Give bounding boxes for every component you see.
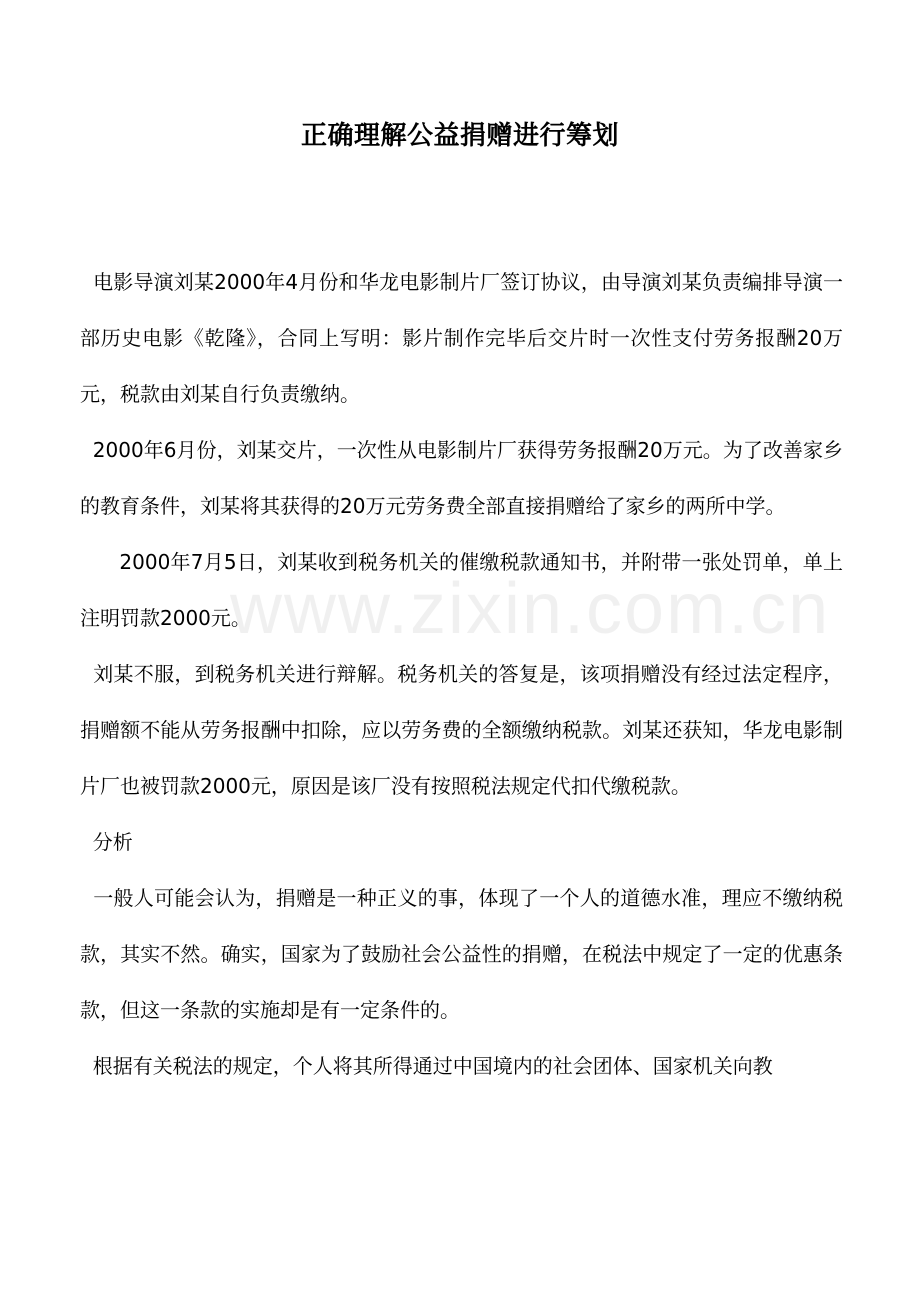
paragraph-analysis: 一般人可能会认为，捐赠是一种正义的事，体现了一个人的道德水准，理应不缴纳税款，其实不然。确实，国家为了鼓励社会公益性的捐赠，在税法中规定了一定的优惠条款，但这一条款的实施却是有一定条件的。	[80, 886, 844, 1022]
paragraph-analysis-heading: 分析	[80, 830, 133, 854]
watermark: www.zixin.com.cn	[230, 569, 831, 649]
paragraph-appeal: 刘某不服，到税务机关进行辩解。税务机关的答复是，该项捐赠没有经过法定程序，捐赠额不能从劳务报酬中扣除，应以劳务费的全额缴纳税款。刘某还获知，华龙电影制片厂也被罚款2000元，原因是该厂没有按照税法规定代扣代缴税款。	[80, 662, 844, 798]
document-body	[80, 254, 843, 1094]
paragraph-tax-rule: 根据有关税法的规定，个人将其所得通过中国境内的社会团体、国家机关向教	[80, 1054, 773, 1078]
paragraph-contract: 电影导演刘某2000年4月份和华龙电影制片厂签订协议，由导演刘某负责编排导演一部历史电影《乾隆》，合同上写明：影片制作完毕后交片时一次性支付劳务报酬20万元，税款由刘某自行负责缴纳。	[80, 270, 843, 406]
document-title: 正确理解公益捐赠进行筹划	[300, 121, 619, 151]
paragraph-donation: 2000年6月份，刘某交片，一次性从电影制片厂获得劳务报酬20万元。为了改善家乡的教育条件，刘某将其获得的20万元劳务费全部直接捐赠给了家乡的两所中学。	[80, 438, 843, 518]
paragraph-notice: 2000年7月5日，刘某收到税务机关的催缴税款通知书，并附带一张处罚单，单上注明罚款2000元。	[80, 550, 843, 630]
